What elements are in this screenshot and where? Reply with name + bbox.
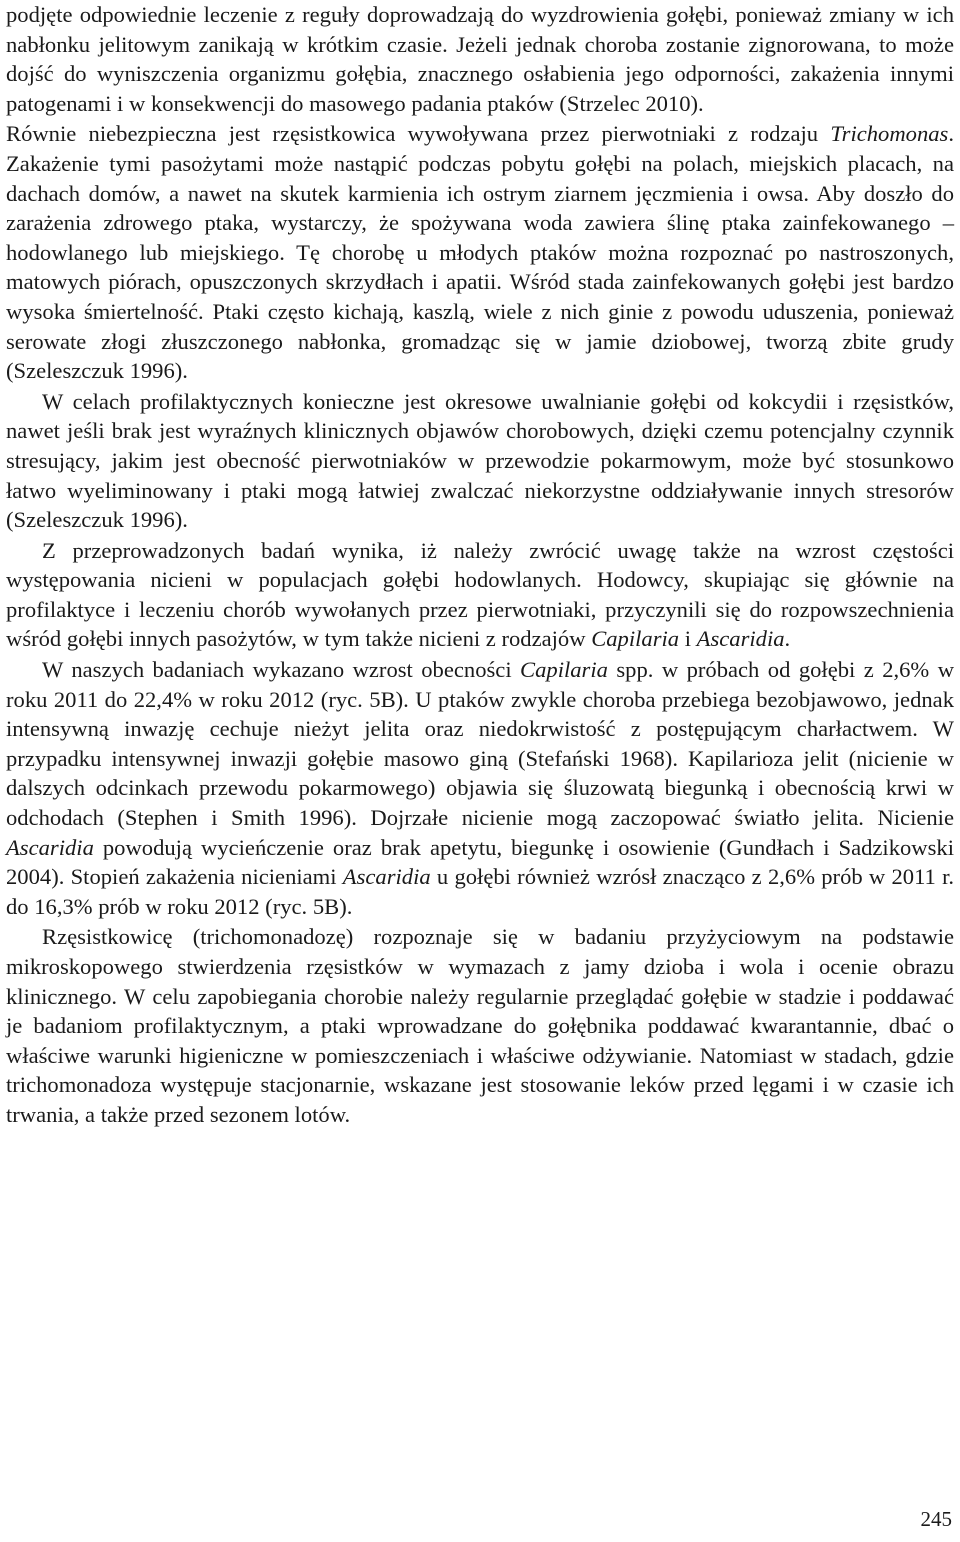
paragraph-1 — [6, 0, 954, 118]
paragraph-5 — [6, 655, 954, 921]
text-run: . — [784, 626, 791, 652]
text-run: Równie niebezpieczna jest rzęsistkowica wywoływana przez pierwotniaki z rodzaju — [6, 121, 831, 147]
page-number: 245 — [920, 1507, 952, 1531]
paragraph-2 — [6, 119, 954, 385]
italic-term: Ascaridia — [696, 626, 785, 652]
text-run: podjęte odpowiednie leczenie z reguły doprowadzają do wyzdrowienia gołębi, ponieważ zmiany w ich nabłonku jelitowym zanikają w krótkim czasie. Jeżeli jednak choroba zostanie zignorowana, to może dojść do wyniszczenia organizmu gołębia, znacznego osłabienia jego odporności, zakażenia innymi patogenami i w konsekwencji do masowego padania ptaków (Strzelec 2010). — [6, 2, 954, 116]
text-run: i — [679, 626, 697, 652]
text-run: W naszych badaniach wykazano wzrost obecności — [42, 657, 521, 683]
text-run: powodują wycieńczenie oraz brak apetytu, biegunkę i osowienie (Gundłach i Sadzikowski 2004). Stopień zakażenia nicieniami — [6, 834, 954, 890]
italic-term: Ascaridia — [6, 834, 94, 860]
text-run: u gołębi również wzrósł znacząco z 2,6% prób w 2011 r. do 16,3% prób w roku 2012 (ryc. 5B). — [6, 864, 955, 919]
italic-term: Capilaria — [591, 626, 680, 652]
paragraph-3 — [6, 387, 954, 535]
text-run: spp. w próbach od gołębi z 2,6% w roku 2011 do 22,4% w roku 2012 (ryc. 5B). U ptaków zwykle choroba przebiega bezobjawowo, jednak intensywną inwazję cechuje nieżyt jelita oraz niedokrwistość z postępującym charłactwem. W przypadku intensywnej inwazji gołębie masowo giną (Stefański 1968). Kapilarioza jelit (nicienie w dalszych odcinkach przewodu pokarmowego) objawia się śluzowatą biegunką i obecnością krwi w odchodach (Stephen i Smith 1996). Dojrzałe nicienie mogą zaczopować światło jelita. Nicienie — [6, 657, 955, 831]
italic-term: Capilaria — [520, 657, 608, 683]
italic-term: Trichomonas — [830, 121, 949, 147]
text-run: W celach profilaktycznych konieczne jest okresowe uwalnianie gołębi od kokcydii i rzęsistków, nawet jeśli brak jest wyraźnych klinicznych objawów chorobowych, dzięki czemu potencjalny czynnik stresujący, jakim jest obecność pierwotniaków w przewodzie pokarmowym, może być stosunkowo łatwo wyeliminowany i ptaki mogą łatwiej zwalczać niekorzystne oddziaływanie innych stresorów (Szeleszczuk 1996). — [6, 388, 954, 533]
text-run: Z przeprowadzonych badań wynika, iż należy zwrócić uwagę także na wzrost częstości występowania nicieni w populacjach gołębi hodowlanych. Hodowcy, skupiając się głównie na profilaktyce i leczeniu chorób wywołanych przez pierwotniaki, przyczynili się do rozpowszechnienia wśród gołębi innych pasożytów, w tym także nicieni z rodzajów — [6, 537, 954, 652]
text-run: . Zakażenie tymi pasożytami może nastąpić podczas pobytu gołębi na polach, miejskich placach, na dachach domów, a nawet na skutek karmienia ich ostrym ziarnem jęczmienia i owsa. Aby doszło do zarażenia zdrowego ptaka, wystarczy, że spożywana woda zawiera ślinę ptaka zainfekowanego – hodowlanego lub miejskiego. Tę chorobę u młodych ptaków można rozpoznać po nastroszonych, matowych piórach, opuszczonych skrzydłach i apatii. Wśród stada zainfekowanych gołębi jest bardzo wysoka śmiertelność. Ptaki często kichają, kaszlą, wiele z nich ginie z powodu uduszenia, ponieważ serowate złogi złuszczonego nabłonka, gromadząc się w jamie dziobowej, tworzą zbite grudy (Szeleszczuk 1996). — [6, 121, 954, 384]
paragraph-6 — [6, 922, 954, 1129]
text-run: Rzęsistkowicę (trichomonadozę) rozpoznaje się w badaniu przyżyciowym na podstawie mikroskopowego stwierdzenia rzęsistków w wymazach z jamy dzioba i wola i ocenie obrazu klinicznego. W celu zapobiegania chorobie należy regularnie przeglądać gołębie w stadzie i poddawać je badaniom profilaktycznym, a ptaki wprowadzane do gołębnika poddawać kwarantannie, dbać o właściwe warunki higieniczne w pomieszczeniach i właściwe odżywianie. Natomiast w stadach, gdzie trichomonadoza występuje stacjonarnie, wskazane jest stosowanie leków przed lęgami i w czasie ich trwania, a także przed sezonem lotów. — [6, 924, 954, 1127]
body-text — [6, 0, 954, 1130]
italic-term: Ascaridia — [342, 864, 431, 890]
paragraph-4 — [6, 536, 954, 654]
